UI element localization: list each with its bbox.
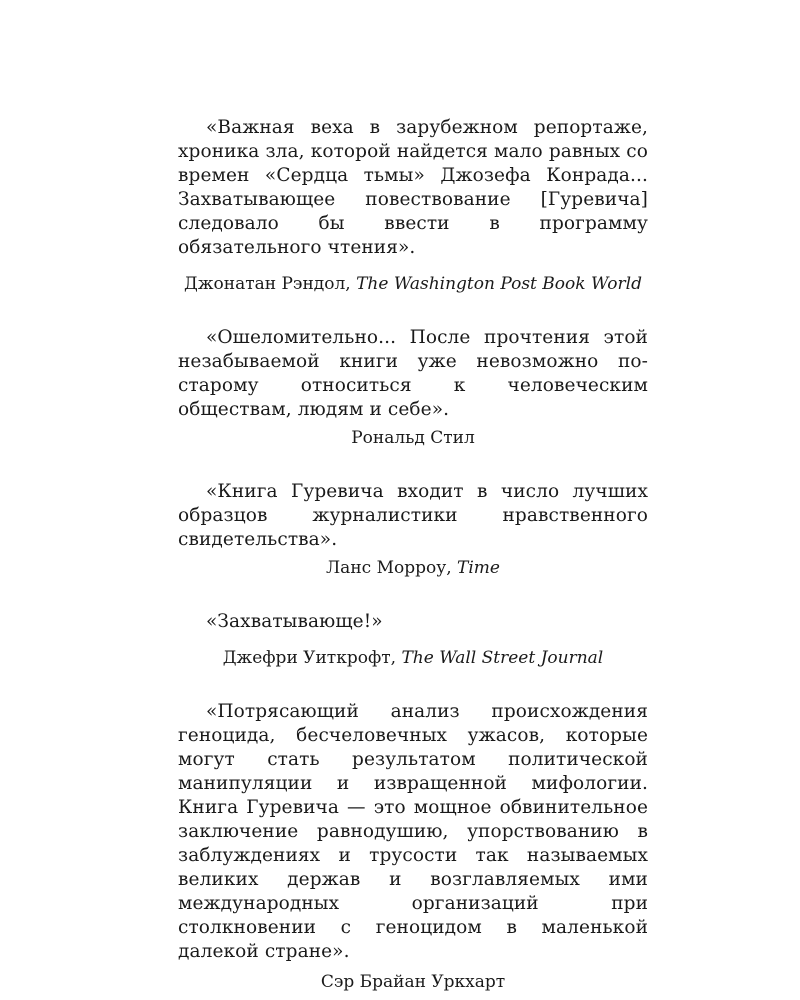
review-attribution: [178, 272, 648, 296]
review-quote: «Книга Гуревича входит в число лучших образцов журналистики нравственного свидетельства».: [178, 481, 648, 550]
review-source: Time: [457, 558, 500, 578]
review-author: Джонатан Рэндол,: [184, 274, 357, 294]
review-attribution: [178, 970, 648, 994]
review-source: The Washington Post Book World: [356, 274, 642, 294]
review-author: Джефри Уиткрофт,: [222, 648, 402, 668]
review-attribution: [178, 646, 648, 670]
review-author: Сэр Брайан Уркхарт: [320, 972, 506, 992]
review-author: Рональд Стил: [351, 428, 475, 448]
review-quote: «Важная веха в зарубежном репортаже, хроника зла, которой найдется мало равных со времен «Сердца тьмы» Джозефа Конрада... Захватывающее повествование [Гуревича] следовало бы ввести в программу обязательного чтения».: [178, 117, 648, 258]
review-quote: «Ошеломительно... После прочтения этой незабываемой книги уже невозможно по-старому относиться к человеческим обществам, людям и себе».: [178, 327, 648, 420]
review-page: [178, 116, 648, 994]
review-attribution: [178, 426, 648, 450]
review-quote: «Потрясающий анализ происхождения геноцида, бесчеловечных ужасов, которые могут стать результатом политической манипуляции и извращенной мифологии. Книга Гуревича — это мощное обвинительное заключение равнодушию, упорствованию в заблуждениях и трусости так называемых великих держав и возглавляемых ими международных организаций при столкновении с геноцидом в маленькой далекой стране».: [178, 701, 648, 962]
review-author: Ланс Морроу,: [326, 558, 458, 578]
review-source: The Wall Street Journal: [401, 648, 604, 668]
review-quote: «Захватывающе!»: [206, 611, 383, 632]
review-attribution: [178, 556, 648, 580]
